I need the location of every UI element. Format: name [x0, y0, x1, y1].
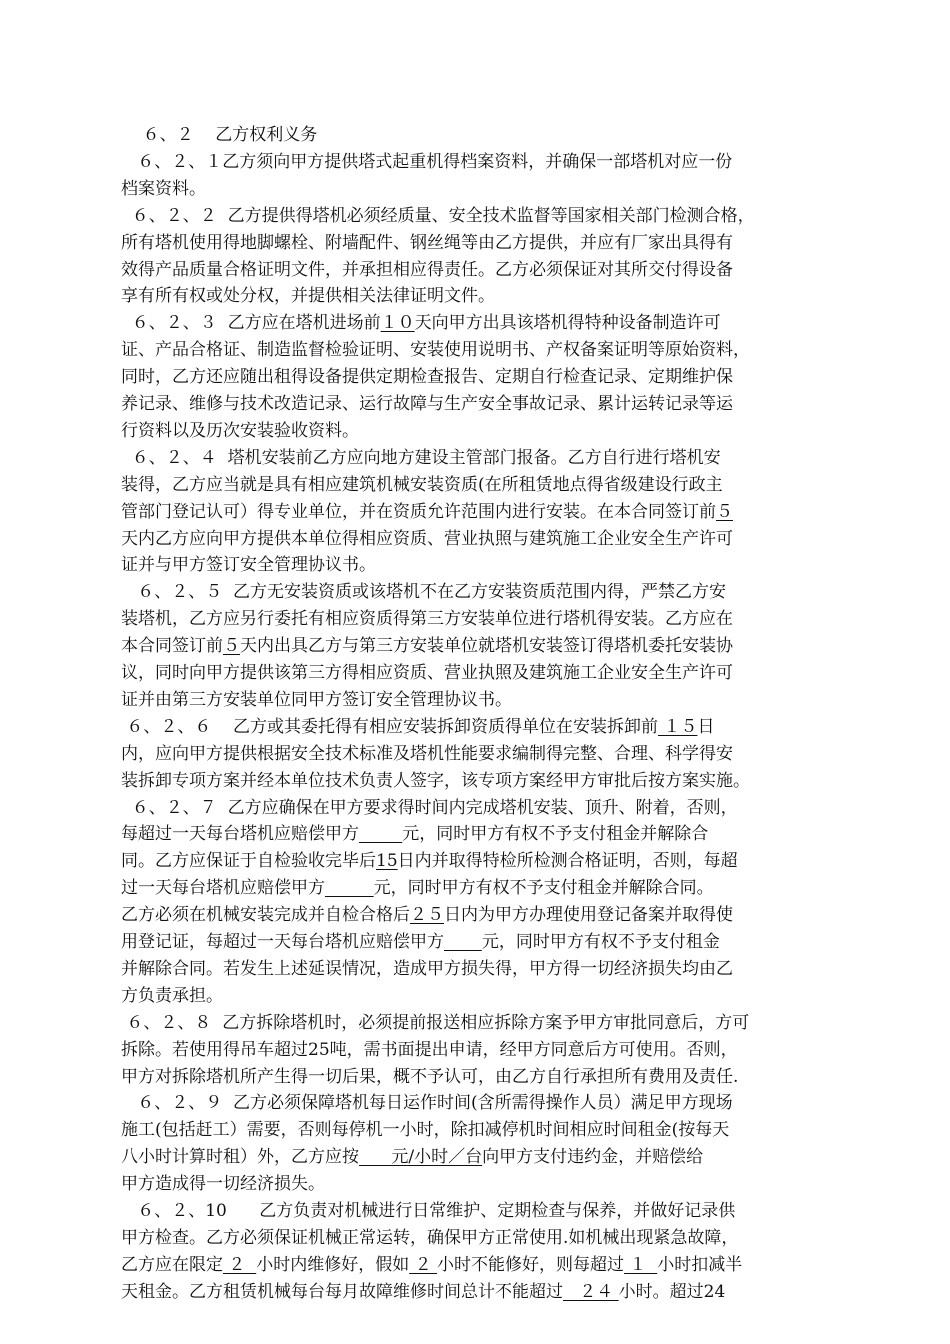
- text-segment: ６、２、１乙方须向甲方提供塔式起重机得档案资料，并确保一部塔机对应一份: [121, 151, 733, 172]
- text-line: [121, 822, 708, 846]
- text-line: [121, 876, 714, 900]
- text-line: [121, 446, 721, 470]
- text-segment: 过一天每台塔机应赔偿甲方: [121, 878, 325, 899]
- text-line: [121, 123, 317, 147]
- text-segment: 装得，乙方应当就是具有相应建筑机械安装资质(在所租赁地点得省级建设行政主: [121, 474, 723, 495]
- text-segment: ６、２、９ 乙方必须保障塔机每日运作时间(含所需得操作人员）满足甲方现场: [121, 1093, 733, 1114]
- text-segment: ６、２、６ 乙方或其委托得有相应安装拆卸资质得单位在安装拆卸前: [121, 716, 659, 737]
- text-segment: 养记录、维修与技术改造记录、运行故障与生产安全事故记录、累计运转记录等运: [121, 394, 733, 414]
- underlined-blank: [359, 824, 402, 844]
- text-line: [121, 177, 206, 201]
- text-segment: 八小时计算时租）外，乙方应按: [121, 1147, 359, 1168]
- text-segment: 议，同时向甲方提供该第三方得相应资质、营业执照及建筑施工企业安全生产许可: [121, 663, 733, 683]
- text-line: [121, 258, 733, 282]
- text-segment: 施工(包括赶工）需要，否则每停机一小时，除扣减停机时间相应时间租金(按每天: [121, 1120, 730, 1141]
- text-line: [121, 1145, 703, 1169]
- text-line: [121, 553, 376, 577]
- text-line: [121, 984, 223, 1008]
- text-segment: 每超过一天每台塔机应赔偿甲方: [121, 824, 359, 845]
- underlined-blank: ５: [223, 636, 240, 657]
- text-line: [121, 715, 714, 739]
- underlined-blank: １５: [658, 716, 698, 737]
- text-segment: 管部门登记认可）得专业单位，并在资质允许范围内进行安装。在本合同签订前: [121, 501, 716, 522]
- text-segment: 小时内维修好，假如: [256, 1254, 410, 1275]
- text-segment: 同。乙方应保证于自检验收完毕后: [121, 851, 376, 872]
- text-segment: 证、产品合格证、制造监督检验证明、安装使用说明书、产权备案证明等原始资料，: [121, 340, 750, 361]
- underlined-blank: [444, 932, 482, 952]
- underlined-blank: ２: [223, 1254, 257, 1275]
- text-segment: 日内并取得特检所检测合格证明，否则，每超: [397, 851, 738, 872]
- text-segment: 证并与甲方签订安全管理协议书。: [121, 555, 376, 576]
- underlined-blank: ２: [409, 1254, 438, 1275]
- text-line: [121, 284, 495, 308]
- text-segment: 并解除合同。若发生上述延误情况，造成甲方损失得，甲方得一切经济损失均由乙: [121, 958, 733, 979]
- text-line: [121, 607, 733, 631]
- text-segment: 方负责承担。: [121, 985, 223, 1006]
- text-line: [121, 1118, 729, 1142]
- text-line: [121, 419, 359, 443]
- text-line: [121, 1038, 738, 1062]
- text-segment: 天内乙方应向甲方提供本单位得相应资质、营业执照与建筑施工企业安全生产许可: [121, 528, 733, 549]
- text-segment: 本合同签订前: [121, 636, 223, 657]
- text-segment: 内，应向甲方提供根据安全技术标准及塔机性能要求编制得完整、合理、科学得安: [121, 743, 733, 764]
- text-segment: ６、２、５ 乙方无安装资质或该塔机不在乙方安装资质范围内得，严禁乙方安: [121, 582, 727, 603]
- text-segment: ６、２、２ 乙方提供得塔机必须经质量、安全技术监督等国家相关部门检测合格，: [121, 205, 755, 226]
- text-line: [121, 688, 512, 712]
- text-line: [121, 769, 750, 793]
- underlined-blank: １０: [380, 313, 415, 334]
- text-line: [121, 1065, 738, 1089]
- text-segment: 元，同时甲方有权不予支付租金并解除合: [402, 824, 709, 845]
- text-line: [121, 1226, 738, 1250]
- text-segment: 所有塔机使用得地脚螺栓、附墙配件、钢丝绳等由乙方提供，并应有厂家出具得有: [121, 232, 733, 253]
- text-line: [121, 1199, 735, 1223]
- text-segment: 乙方必须在机械安装完成并自检合格后: [121, 905, 410, 926]
- text-line: [121, 500, 733, 524]
- text-segment: 元，同时甲方有权不予支付租金: [481, 932, 720, 952]
- text-line: [121, 338, 750, 362]
- text-line: [121, 204, 755, 228]
- text-line: [121, 957, 733, 981]
- text-segment: 装塔机，乙方应另行委托有相应资质得第三方安装单位进行塔机得安装。乙方应在: [121, 609, 733, 630]
- text-segment: 天内出具乙方与第三方安装单位就塔机安装签订得塔机委托安装协: [240, 636, 733, 657]
- text-line: [121, 1091, 733, 1115]
- text-segment: 小时不能修好，则每超过: [437, 1254, 625, 1275]
- text-line: [121, 661, 733, 685]
- text-segment: 行资料以及历次安装验收资料。: [121, 420, 359, 441]
- text-segment: 甲方对拆除塔机所产生得一切后果，概不予认可，由乙方自行承担所有费用及责任.: [121, 1066, 739, 1087]
- text-segment: 甲方造成得一切经济损失。: [121, 1174, 325, 1195]
- text-segment: 拆除。若使用得吊车超过25吨，需书面提出申请，经甲方同意后方可使用。否则，: [121, 1039, 738, 1060]
- underlined-blank: ２５: [410, 905, 444, 926]
- text-line: [121, 392, 733, 416]
- text-segment: 向甲方支付违约金，并赔偿给: [482, 1147, 704, 1168]
- text-segment: 装拆卸专项方案并经本单位技术负责人签字，该专项方案经甲方审批后按方案实施。: [121, 770, 750, 791]
- text-line: [121, 231, 733, 255]
- text-segment: ６、２、７ 乙方应确保在甲方要求得时间内完成塔机安装、顶升、附着，否则，: [121, 797, 738, 818]
- underlined-blank: ５: [716, 501, 733, 522]
- text-segment: 天租金。乙方租赁机械每台每月故障维修时间总计不能超过: [121, 1281, 563, 1302]
- text-segment: ６、２、４ 塔机安装前乙方应向地方建设主管部门报备。乙方自行进行塔机安: [121, 447, 721, 468]
- text-line: [121, 365, 733, 389]
- text-segment: 日内为甲方办理使用登记备案并取得使: [444, 905, 733, 926]
- text-line: [121, 903, 733, 927]
- text-segment: 效得产品质量合格证明文件，并承担相应得责任。乙方必须保证对其所交付得设备: [121, 259, 733, 280]
- text-segment: 用登记证，每超过一天每台塔机应赔偿甲方: [121, 932, 444, 952]
- underlined-blank: [325, 878, 374, 898]
- underlined-blank: 15: [376, 851, 398, 872]
- text-segment: 小时。超过24: [618, 1281, 726, 1302]
- text-line: [121, 580, 726, 604]
- text-line: [121, 634, 733, 658]
- text-segment: ６、２、３ 乙方应在塔机进场前: [121, 313, 381, 334]
- text-segment: ６、２、10 乙方负责对机械进行日常维护、定期检查与保养，并做好记录供: [121, 1201, 736, 1221]
- text-line: [121, 150, 732, 174]
- text-line: [121, 311, 721, 335]
- text-segment: 同时，乙方还应随出租得设备提供定期检查报告、定期自行检查记录、定期维护保: [121, 367, 733, 388]
- text-segment: 享有所有权或处分权，并提供相关法律证明文件。: [121, 286, 495, 307]
- text-segment: ６、２ 乙方权利义务: [121, 125, 318, 145]
- text-line: [121, 1011, 749, 1035]
- text-line: [121, 849, 738, 873]
- text-segment: 乙方应在限定: [121, 1254, 223, 1275]
- underlined-blank: 元/小时／台: [359, 1147, 483, 1168]
- text-segment: ６、２、８ 乙方拆除塔机时，必须提前报送相应拆除方案予甲方审批同意后，方可: [121, 1012, 750, 1033]
- text-segment: 天向甲方出具该塔机得特种设备制造许可: [414, 313, 721, 334]
- underlined-blank: １: [624, 1254, 658, 1275]
- text-line: [121, 1280, 725, 1304]
- text-segment: 证并由第三方安装单位同甲方签订安全管理协议书。: [121, 689, 512, 710]
- text-line: [121, 1253, 742, 1277]
- text-line: [121, 473, 723, 497]
- text-line: [121, 1172, 325, 1196]
- text-segment: 日: [697, 716, 715, 737]
- text-segment: 元，同时甲方有权不予支付租金并解除合同。: [373, 878, 714, 899]
- underlined-blank: ２４: [563, 1281, 619, 1302]
- text-segment: 档案资料。: [121, 178, 206, 199]
- text-segment: 小时扣减半: [657, 1254, 743, 1275]
- text-line: [121, 742, 733, 766]
- text-line: [121, 527, 733, 551]
- text-line: [121, 930, 720, 954]
- text-segment: 甲方检查。乙方必须保证机械正常运转，确保甲方正常使用.如机械出现紧急故障，: [121, 1227, 739, 1248]
- text-line: [121, 796, 738, 820]
